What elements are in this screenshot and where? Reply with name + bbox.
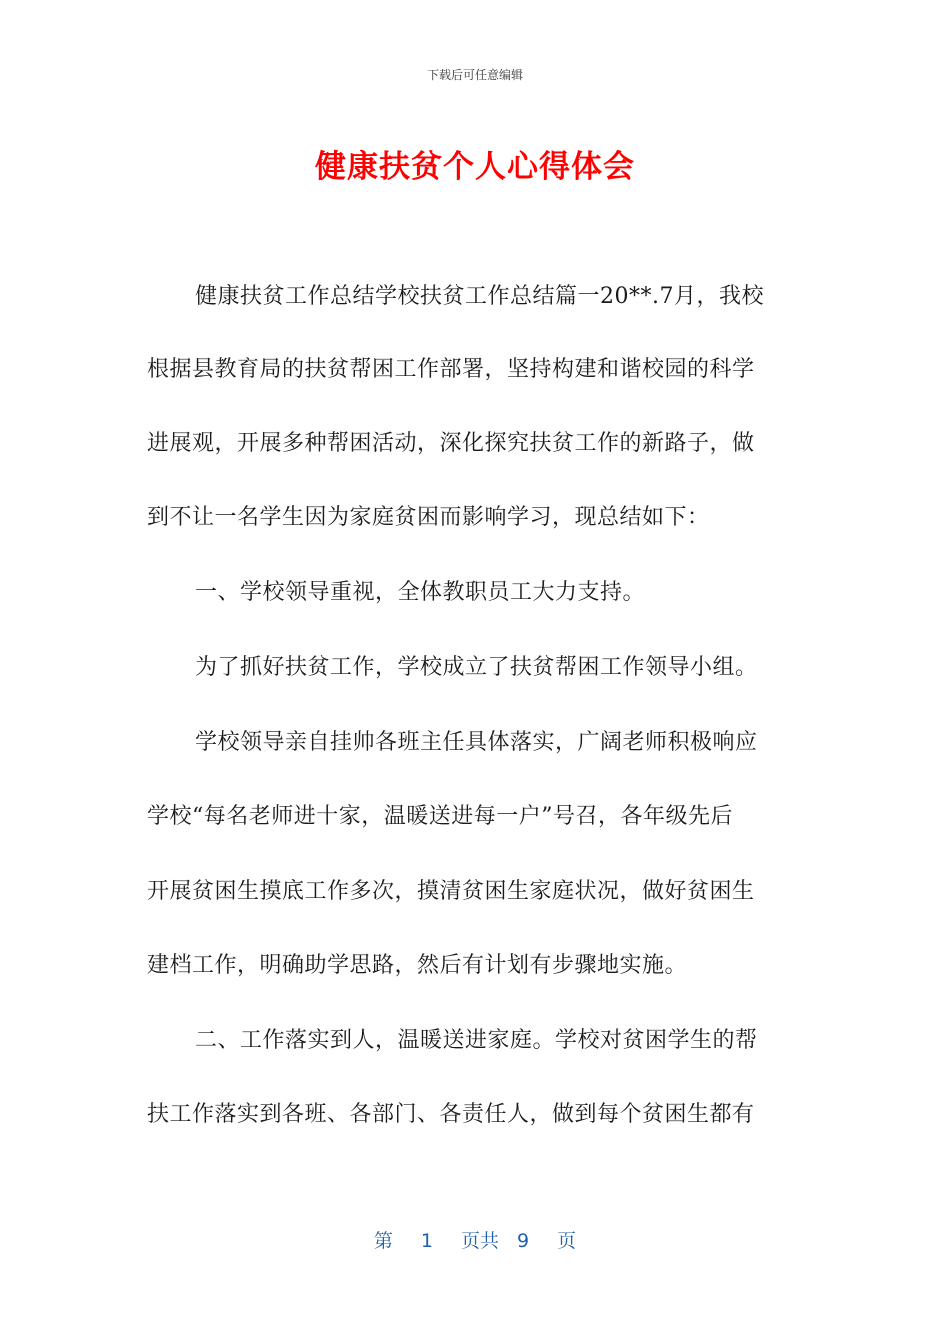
page-total: 9 [517, 1230, 530, 1252]
paragraph-line: 扶工作落实到各班、各部门、各责任人，做到每个贫困生都有 [147, 1102, 755, 1127]
page-suffix: 页 [557, 1230, 577, 1252]
page-middle: 页共 [460, 1230, 499, 1252]
paragraph-line: 学校“每名老师进十家，温暖送进每一户”号召，各年级先后 [147, 804, 733, 829]
paragraph-line: 进展观，开展多种帮困活动，深化探究扶贫工作的新路子，做 [147, 431, 755, 456]
paragraph-line: 开展贫困生摸底工作多次，摸清贫困生家庭状况，做好贫困生 [147, 879, 755, 904]
paragraph-line: 为了抓好扶贫工作，学校成立了扶贫帮困工作领导小组。 [195, 655, 758, 680]
section-heading-line: 二、工作落实到人，温暖送进家庭。学校对贫困学生的帮 [195, 1028, 758, 1053]
page-header-note: 下载后可任意编辑 [426, 68, 523, 82]
paragraph-line: 根据县教育局的扶贫帮困工作部署，坚持构建和谐校园的科学 [147, 357, 755, 382]
page-footer [0, 1226, 950, 1253]
page-number: 1 [420, 1230, 433, 1252]
paragraph-line: 学校领导亲自挂帅各班主任具体落实，广阔老师积极响应 [195, 730, 758, 755]
paragraph-line: 健康扶贫工作总结学校扶贫工作总结篇一20**.7月，我校 [195, 284, 764, 309]
document-title: 健康扶贫个人心得体会 [315, 149, 635, 185]
page-prefix: 第 [373, 1230, 393, 1252]
paragraph-line: 到不让一名学生因为家庭贫困而影响学习，现总结如下： [147, 505, 710, 530]
section-heading-line: 一、学校领导重视，全体教职员工大力支持。 [195, 580, 646, 605]
paragraph-line: 建档工作，明确助学思路，然后有计划有步骤地实施。 [147, 953, 688, 978]
